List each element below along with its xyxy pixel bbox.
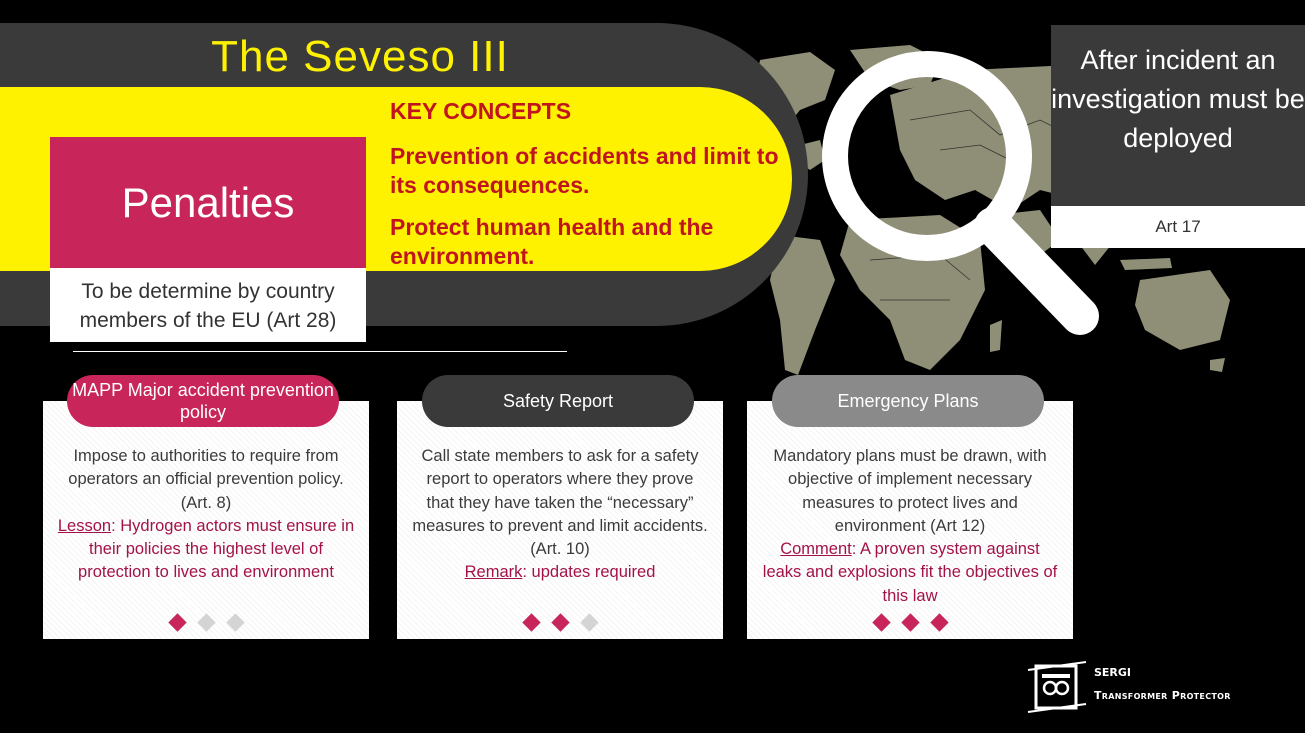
card-note: [411, 561, 709, 584]
penalties-label: Penalties: [50, 137, 366, 268]
logo-line-2: Transformer Protector: [1094, 689, 1231, 702]
card-body: Call state members to ask for a safety report to operators where they prove that they have taken the “necessary” measures to prevent and limit accidents.: [412, 447, 708, 535]
progress-dots: [43, 616, 369, 629]
progress-dots: [747, 616, 1073, 629]
card-note-text: : updates required: [522, 563, 656, 582]
page-title: The Seveso III: [211, 32, 509, 81]
dot-icon: [580, 613, 598, 631]
sergi-logo-icon: [1026, 658, 1088, 716]
card-note: [57, 515, 355, 585]
card-note-text: : Hydrogen actors must ensure in their policies the highest level of protection to lives and environment: [78, 516, 355, 582]
key-concepts-heading: KEY CONCEPTS: [390, 98, 572, 124]
card-note-label: Comment: [780, 540, 852, 559]
card-title: Safety Report: [422, 375, 694, 427]
card-title: MAPP Major accident prevention policy: [67, 375, 339, 427]
card-note: [761, 538, 1059, 608]
progress-dots: [397, 616, 723, 629]
card-title: Emergency Plans: [772, 375, 1044, 427]
key-concept-item: Protect human health and the environment.: [390, 214, 714, 269]
card-body: Mandatory plans must be drawn, with objective of implement necessary measures to protect lives and environment (Art 12): [773, 447, 1047, 535]
dot-icon: [197, 613, 215, 631]
dot-icon: [226, 613, 244, 631]
card-article: (Art. 10): [530, 540, 590, 559]
dot-icon: [930, 613, 948, 631]
investigation-article: Art 17: [1051, 206, 1305, 248]
card-mapp: [43, 380, 369, 639]
card-safety-report: [397, 391, 723, 639]
divider: [73, 351, 567, 352]
card-note-text: : A proven system against leaks and explosions fit the objectives of this law: [762, 540, 1058, 605]
card-note-label: Remark: [464, 563, 523, 582]
logo-line-1: SERGI: [1094, 666, 1132, 679]
sergi-logo: [1020, 656, 1300, 718]
dot-icon: [872, 613, 890, 631]
card-emergency-plans: [747, 391, 1073, 639]
penalties-description: To be determine by country members of the EU (Art 28): [50, 268, 366, 342]
card-note-label: Lesson: [57, 516, 112, 535]
dot-icon: [901, 613, 919, 631]
dot-icon: [522, 613, 540, 631]
card-body: Impose to authorities to require from operators an official prevention policy. (Art. 8): [68, 447, 344, 512]
investigation-note: After incident an investigation must be deployed: [1051, 25, 1305, 206]
dot-icon: [168, 613, 186, 631]
key-concept-item: Prevention of accidents and limit to its consequences.: [390, 143, 779, 198]
dot-icon: [551, 613, 569, 631]
